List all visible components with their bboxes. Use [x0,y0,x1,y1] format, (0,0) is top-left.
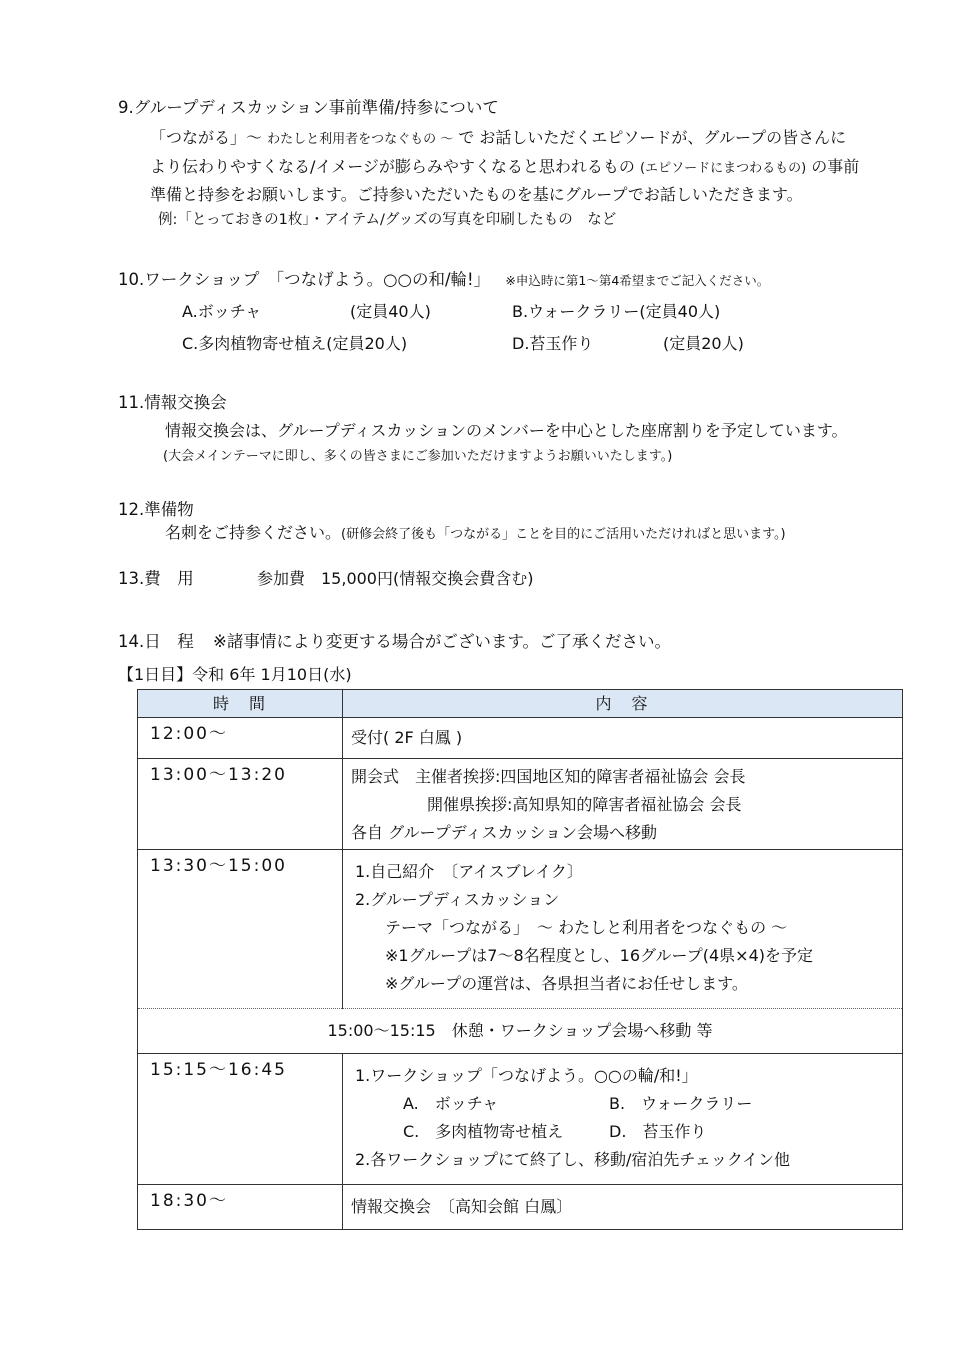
content-line: 各自 グループディスカッション会場へ移動 [351,823,658,842]
text-fragment: (エピソードにまつわるもの) [640,161,807,176]
table-row [138,1054,903,1185]
text-fragment: (研修会終了後も「つながる」ことを目的にご活用いただければと思います。) [341,527,786,542]
content-cell [343,1054,903,1185]
content-line: 情報交換会 〔高知会館 白鳳〕 [351,1197,573,1216]
content-line: テーマ「つながる」 ～ わたしと利用者をつなぐもの ～ [385,918,788,937]
heading-text: 10.ワークショップ 「つなげよう。○○の和/輪!」 [118,270,491,289]
text-fragment: の事前 [811,157,860,176]
workshop-d: D.苔玉作り [512,334,594,353]
content-line: ※グループの運営は、各県担当者にお任せします。 [385,974,748,993]
workshop-option: A. ボッチャ [403,1094,499,1113]
section-11-text: 情報交換会は、グループディスカッションのメンバーを中心とした座席割りを予定しています。 [165,421,848,440]
content-line: 2.グループディスカッション [355,890,560,909]
section-9-text: 準備と持参をお願いします。ご持参いただいたものを基にグループでお話しいただきます。 [150,185,803,204]
break-row [138,1009,903,1054]
section-10-heading [118,270,769,290]
note-text: ※諸事情により変更する場合がございます。ご了承ください。 [213,632,672,651]
content-line [355,1090,894,1118]
table-row [138,759,903,850]
header-content: 内 容 [343,690,903,718]
content-cell [343,1185,903,1230]
workshop-option: D. 苔玉作り [609,1122,707,1141]
table-row [138,718,903,759]
break-cell: 15:00～15:15 休憩・ワークショップ会場へ移動 等 [138,1009,903,1054]
heading-text: 14.日 程 [118,632,194,651]
content-line: 1.自己紹介 〔アイスブレイク〕 [355,862,583,881]
content-cell [343,759,903,850]
header-time: 時 間 [138,690,343,718]
section-13-heading: 13.費 用 [118,569,194,588]
time-cell: 13:30～15:00 [138,850,343,1009]
section-9-text [150,128,846,148]
text-fragment: わたしと利用者をつなぐもの ～ [267,132,454,147]
table-header-row [138,690,903,718]
workshop-option: B. ウォークラリー [609,1094,753,1113]
time-cell: 13:00～13:20 [138,759,343,850]
content-cell [343,850,903,1009]
note-text: ※申込時に第1～第4希望までご記入ください。 [505,273,770,288]
text-fragment: 名刺をご持参ください。 [165,523,342,542]
workshop-option: C. 多肉植物寄せ植え [403,1122,564,1141]
section-12-text [165,523,786,543]
content-line: 1.ワークショップ「つなげよう。○○の輪/和!」 [355,1066,698,1085]
section-14-heading [118,632,671,652]
content-line [355,1118,894,1146]
section-11-note: (大会メインテーマに即し、多くの皆さまにご参加いただけますようお願いいたします。) [163,449,673,464]
content-line: 開催県挨拶:高知県知的障害者福祉協会 会長 [427,795,742,814]
time-cell: 15:15～16:45 [138,1054,343,1185]
section-11-heading: 11.情報交換会 [118,393,227,412]
text-fragment: 「つながる」～ [150,128,263,147]
section-9-heading: 9.グループディスカッション事前準備/持参について [118,98,499,117]
time-cell: 18:30～ [138,1185,343,1230]
content-line: 受付( 2F 白鳳 ) [351,728,463,747]
workshop-a-capacity: (定員40人) [350,302,431,321]
content-cell [343,718,903,759]
content-line: ※1グループは7～8名程度とし、16グループ(4県×4)を予定 [385,946,813,965]
section-13-fee: 参加費 15,000円(情報交換会費含む) [257,569,534,588]
section-12-heading: 12.準備物 [118,500,194,519]
workshop-c: C.多肉植物寄せ植え(定員20人) [182,334,408,353]
time-cell: 12:00～ [138,718,343,759]
section-9-text [150,157,859,177]
content-line: 開会式 主催者挨拶:四国地区知的障害者福祉協会 会長 [351,767,746,786]
schedule-table [137,689,903,1230]
workshop-d-capacity: (定員20人) [663,334,744,353]
workshop-b: B.ウォークラリー(定員40人) [512,302,721,321]
table-row [138,850,903,1009]
text-fragment: で お話しいただくエピソードが、グループの皆さんに [458,128,847,147]
workshop-a: A.ボッチャ [182,302,262,321]
content-line: 2.各ワークショップにて終了し、移動/宿泊先チェックイン他 [355,1150,791,1169]
text-fragment: より伝わりやすくなる/イメージが膨らみやすくなると思われるもの [150,157,635,176]
section-9-example: 例:「とっておきの1枚」・アイテム/グッズの写真を印刷したもの など [158,212,617,228]
day1-label: 【1日目】令和 6年 1月10日(水) [118,665,352,684]
table-row [138,1185,903,1230]
